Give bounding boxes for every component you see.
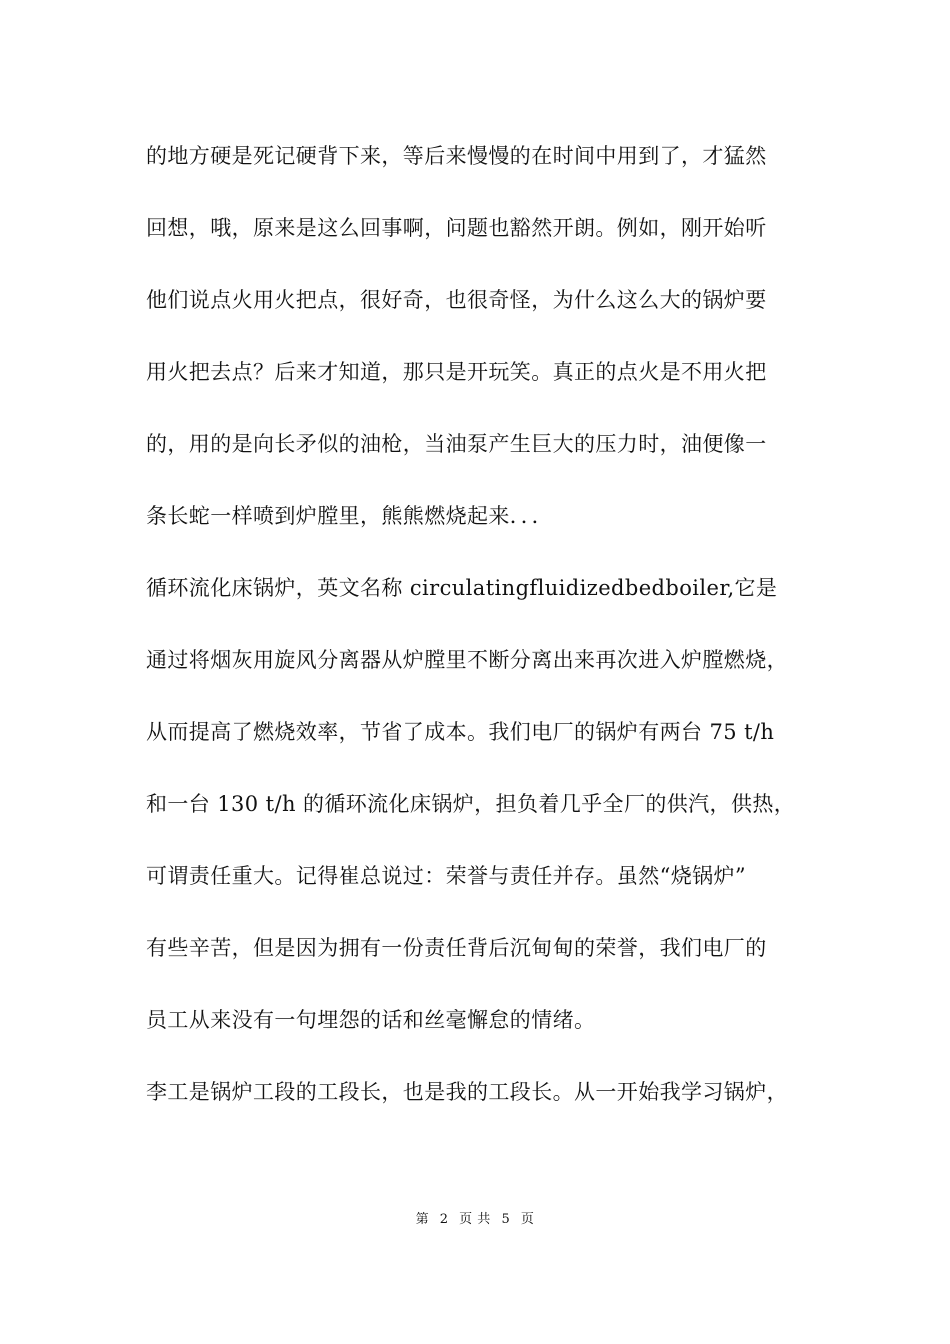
- page-footer: [0, 1208, 950, 1227]
- page-label-suffix: 页: [520, 1212, 535, 1227]
- text-line: 他们说点火用火把点，很好奇，也很奇怪，为什么这么大的锅炉要: [146, 288, 767, 312]
- text-line: 条长蛇一样喷到炉膛里，熊熊燃烧起来．．．: [146, 504, 553, 528]
- text-line: 的，用的是向长矛似的油枪，当油泵产生巨大的压力时，油便像一: [146, 432, 767, 456]
- text-line: 有些辛苦，但是因为拥有一份责任背后沉甸甸的荣誉，我们电厂的: [146, 936, 767, 960]
- text-line: 和一台 130 t/h 的循环流化床锅炉，担负着几乎全厂的供汽，供热，: [146, 792, 796, 816]
- page-label-mid: 页 共: [459, 1212, 491, 1227]
- text-line: 从而提高了燃烧效率，节省了成本。我们电厂的锅炉有两台 75 t/h: [146, 720, 775, 744]
- text-line: 可谓责任重大。记得崔总说过：荣誉与责任并存。虽然“烧锅炉”: [146, 864, 747, 888]
- text-line: 员工从来没有一句埋怨的话和丝毫懈怠的情绪。: [146, 1008, 596, 1032]
- text-line: 李工是锅炉工段的工段长，也是我的工段长。从一开始我学习锅炉，: [146, 1080, 788, 1104]
- text-line: 用火把去点？后来才知道，那只是开玩笑。真正的点火是不用火把: [146, 360, 767, 384]
- text-line: 的地方硬是死记硬背下来，等后来慢慢的在时间中用到了，才猛然: [146, 144, 767, 168]
- text-line: 回想，哦，原来是这么回事啊，问题也豁然开朗。例如，刚开始听: [146, 216, 767, 240]
- page-label-prefix: 第: [415, 1212, 430, 1227]
- total-page-count: 5: [501, 1212, 511, 1227]
- current-page-number: 2: [439, 1212, 449, 1227]
- text-line: 通过将烟灰用旋风分离器从炉膛里不断分离出来再次进入炉膛燃烧，: [146, 648, 788, 672]
- text-line: 循环流化床锅炉，英文名称 circulatingfluidizedbedboiler,它是: [146, 576, 778, 600]
